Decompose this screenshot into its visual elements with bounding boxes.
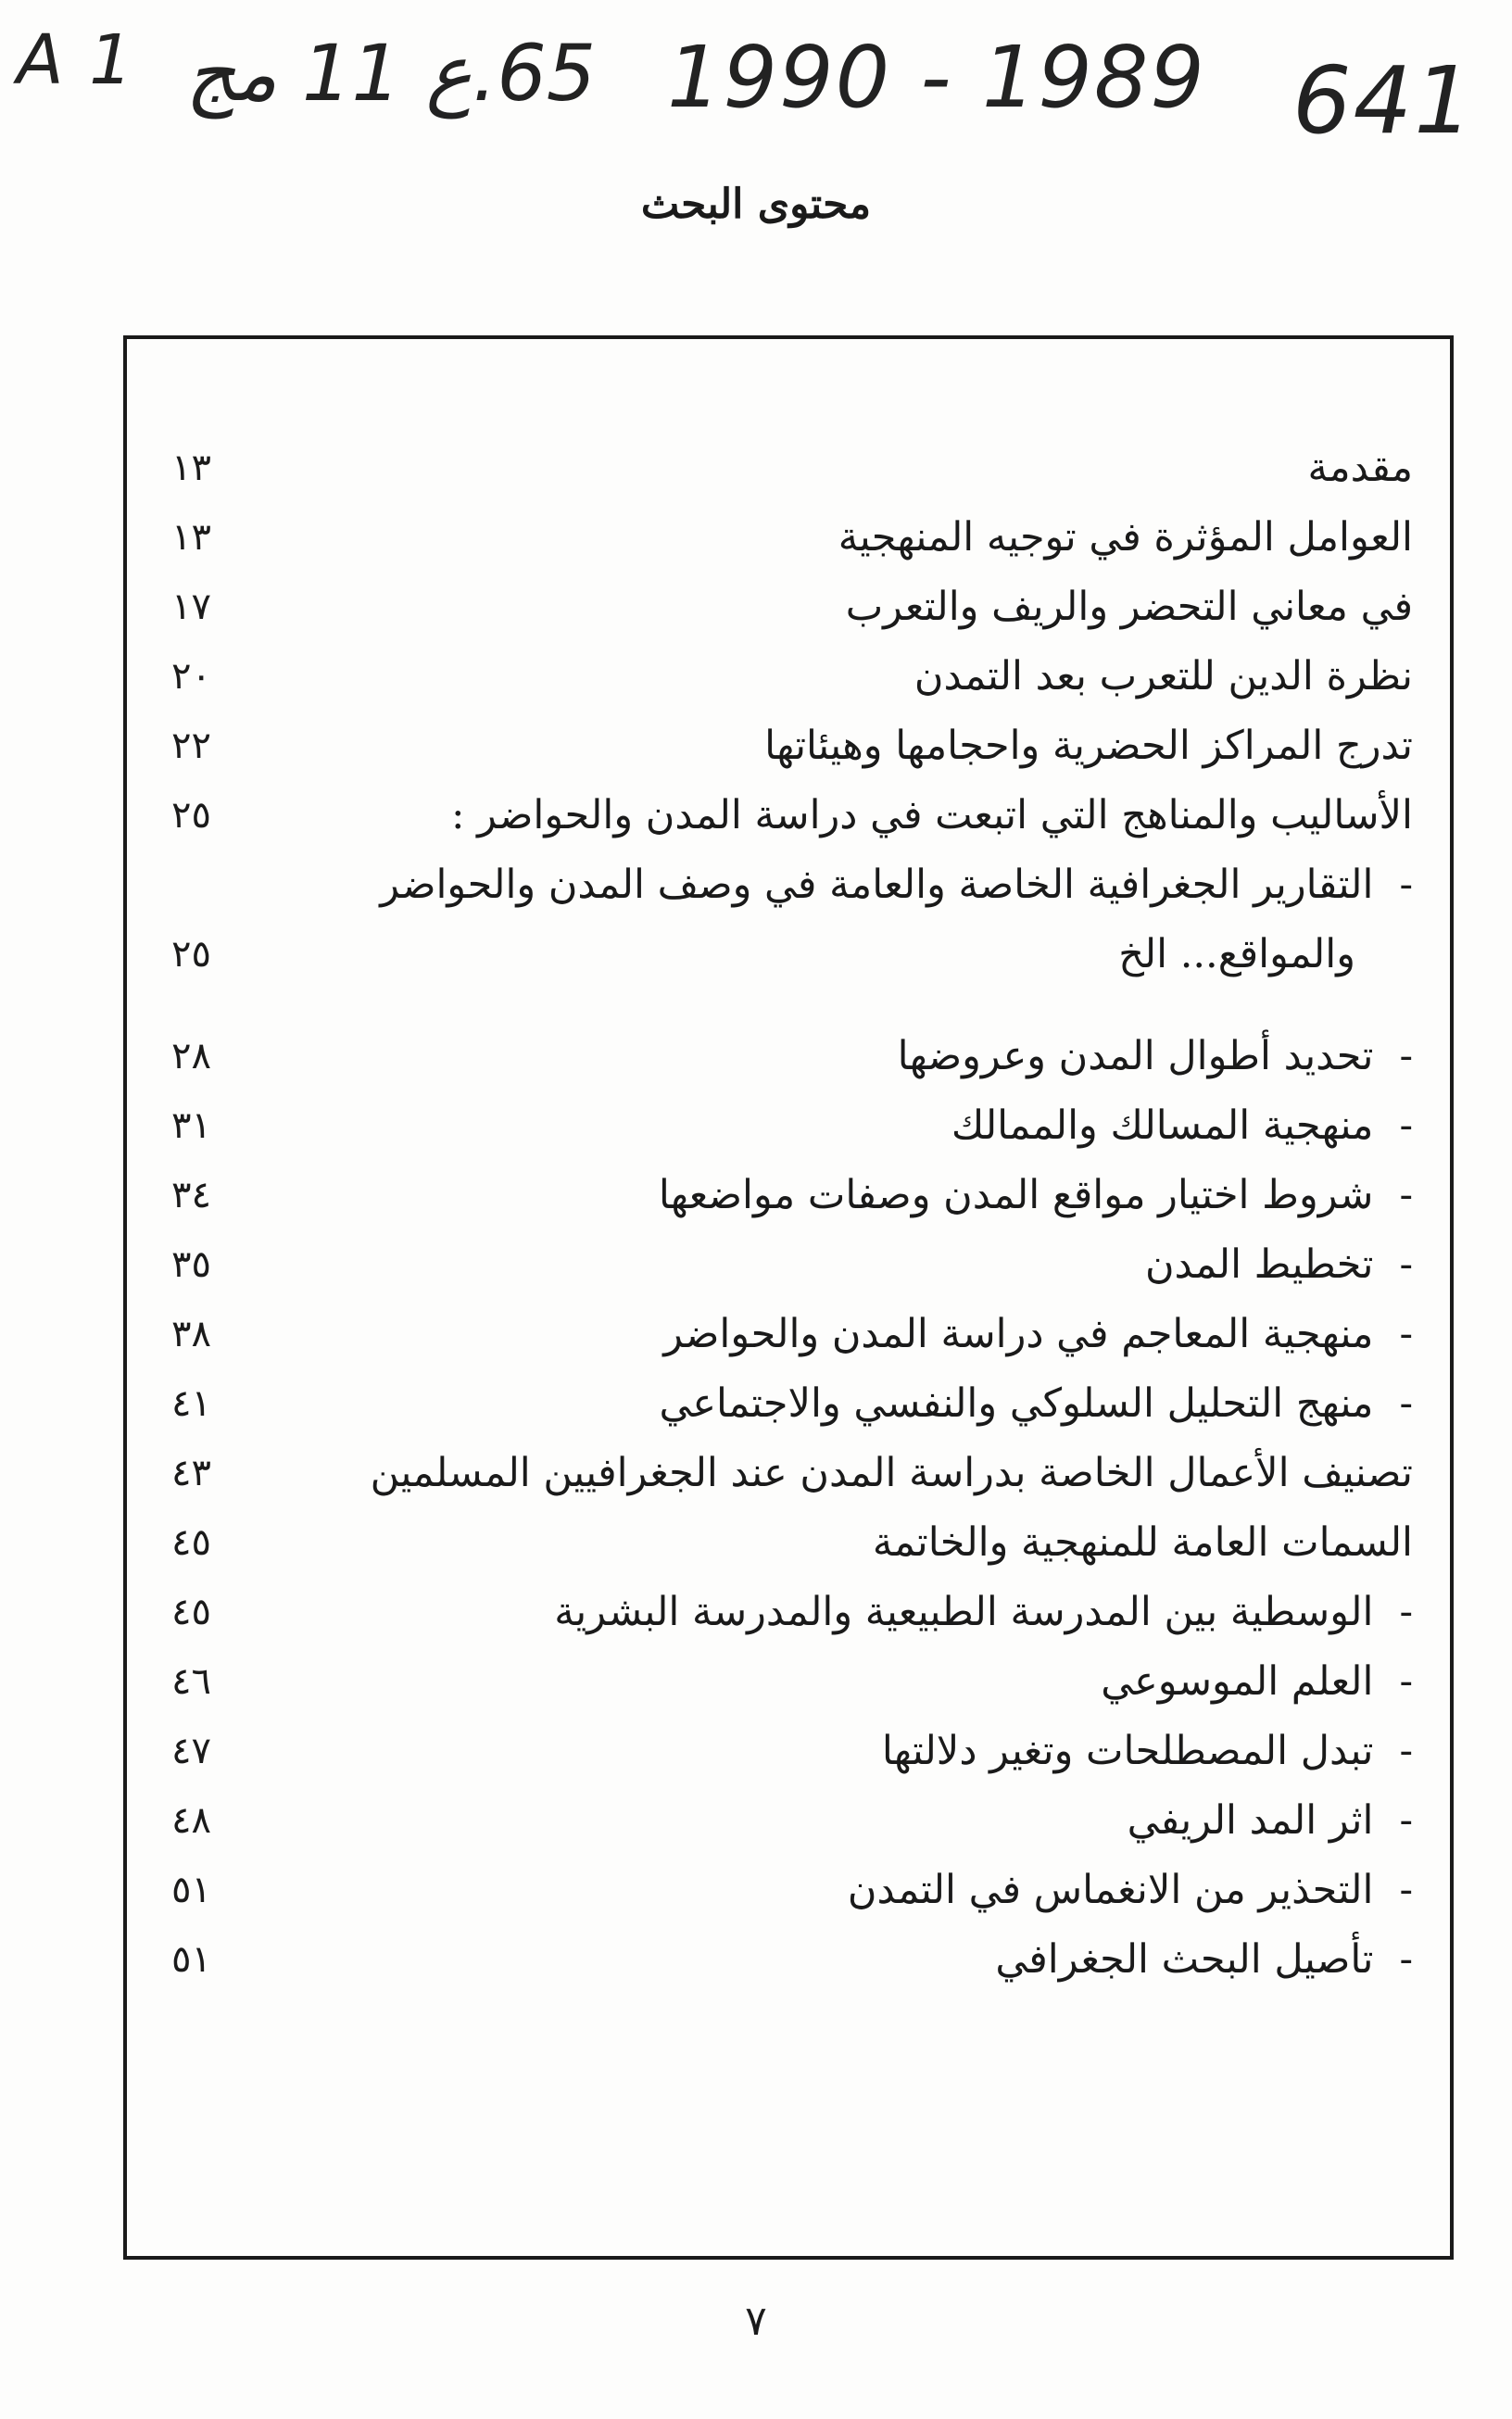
toc-entry-title (882, 1723, 1413, 1779)
toc-entry-dash: - (1399, 1658, 1413, 1705)
toc-entry-title (873, 1515, 1413, 1570)
toc-entry-dash: - (1399, 1380, 1413, 1427)
toc-entry-page: ٣٤ (171, 1174, 211, 1216)
page-title: محتوى البحث (640, 181, 872, 228)
toc-entry-label: تخطيط المدن (1144, 1241, 1374, 1288)
toc-entry-title (898, 1028, 1413, 1084)
toc-entry-title (1101, 1654, 1413, 1709)
toc-entry (171, 649, 1413, 704)
toc-entry (171, 579, 1413, 635)
toc-entry-page: ٣١ (171, 1104, 211, 1147)
toc-entry-label: منهجية المعاجم في دراسة المدن والحواضر (663, 1311, 1374, 1357)
toc-entry-title (659, 1167, 1413, 1223)
toc-entry-label: العلم الموسوعي (1101, 1658, 1374, 1705)
toc-entry (171, 1167, 1413, 1223)
toc-entry-label: تحديد أطوال المدن وعروضها (897, 1033, 1374, 1079)
toc-entry-page: ٤٥ (171, 1521, 211, 1564)
toc-entry-page: ٤٥ (171, 1591, 211, 1633)
toc-entry-label: العوامل المؤثرة في توجيه المنهجية (838, 514, 1413, 561)
toc-entry-label: اثر المد الريفي (1127, 1797, 1374, 1844)
toc-entry (171, 857, 1413, 913)
toc-entry-page: ٢٠ (171, 655, 211, 698)
toc-entry-title (995, 1932, 1413, 1987)
toc-entry-page: ٢٨ (171, 1035, 211, 1077)
toc-entry-title (914, 649, 1413, 704)
toc-entry-label: نظرة الدين للتعرب بعد التمدن (914, 653, 1413, 699)
toc-entry-title (1308, 440, 1413, 496)
toc-entry-title (1145, 1237, 1413, 1292)
toc-entry-label: والمواقع... الخ (1118, 931, 1355, 977)
handwritten-reference: 65.ع 11 مج (185, 28, 597, 119)
toc-entry-label: منهجية المسالك والممالك (951, 1102, 1374, 1149)
toc-entry-title (846, 579, 1413, 635)
toc-entry (171, 1723, 1413, 1779)
toc-entry (171, 1306, 1413, 1362)
toc-entry (171, 510, 1413, 565)
toc-entry (171, 1862, 1413, 1918)
handwritten-years: 1990 - 1989 (667, 28, 1206, 127)
toc-entry (171, 1028, 1413, 1084)
toc-entry-label: الوسطية بين المدرسة الطبيعية والمدرسة البشرية (554, 1589, 1374, 1635)
toc-entry-page: ٥١ (171, 1869, 211, 1911)
toc-entry (171, 1584, 1413, 1640)
toc-entry (171, 1445, 1413, 1501)
toc-entry-page: ٤٣ (171, 1452, 211, 1494)
toc-entry (171, 718, 1413, 774)
toc-entry-page: ٢٢ (171, 724, 211, 767)
toc-entry-dash: - (1399, 1033, 1413, 1079)
toc-entry-page: ٣٨ (171, 1313, 211, 1355)
page-number: ٧ (745, 2298, 767, 2345)
toc-entry-label: في معاني التحضر والريف والتعرب (845, 584, 1413, 630)
toc-entry-label: تدرج المراكز الحضرية واحجامها وهيئاتها (764, 723, 1413, 769)
toc-entry-label: تصنيف الأعمال الخاصة بدراسة المدن عند الجغرافيين المسلمين (370, 1450, 1413, 1496)
toc-entry-label: شروط اختيار مواقع المدن وصفات مواضعها (658, 1172, 1374, 1218)
toc-entry-page: ١٣ (171, 516, 211, 559)
toc-entry-title (764, 718, 1413, 774)
toc-entry-title (451, 787, 1413, 843)
toc-entry-dash: - (1399, 1936, 1413, 1983)
toc-entry-label: السمات العامة للمنهجية والخاتمة (872, 1519, 1413, 1566)
toc-entry-page: ٤٨ (171, 1799, 211, 1842)
toc-entry-title (554, 1584, 1413, 1640)
toc-entry (171, 1237, 1413, 1292)
toc-entry-title (380, 857, 1413, 913)
toc-entry (171, 1654, 1413, 1709)
toc-entry-page: ١٣ (171, 447, 211, 489)
toc-entry-dash: - (1399, 1102, 1413, 1149)
toc-entry-label: الأساليب والمناهج التي اتبعت في دراسة المدن والحواضر : (450, 792, 1413, 838)
toc-entry-label: التحذير من الانغماس في التمدن (847, 1867, 1374, 1913)
toc-entry-title (838, 510, 1413, 565)
toc-entry-dash: - (1399, 1867, 1413, 1913)
handwritten-note-top-right: 641 (1292, 46, 1475, 155)
toc-entry-label: تأصيل البحث الجغرافي (995, 1936, 1374, 1983)
toc-entry-page: ٣٥ (171, 1243, 211, 1286)
toc-entry-dash: - (1399, 1172, 1413, 1218)
toc-entry-title (1118, 926, 1355, 982)
toc-entry-title (848, 1862, 1413, 1918)
toc-entry-page: ٢٥ (171, 933, 211, 976)
toc-entry (171, 1793, 1413, 1848)
toc-entry (171, 1932, 1413, 1987)
toc-entry (171, 787, 1413, 843)
toc-entry-dash: - (1399, 1311, 1413, 1357)
toc-entry-page: ٤٧ (171, 1730, 211, 1772)
toc-entry-label: التقارير الجغرافية الخاصة والعامة في وصف المدن والحواضر (380, 862, 1374, 908)
toc-entry-title (1128, 1793, 1413, 1848)
toc-entry-label: تبدل المصطلحات وتغير دلالتها (881, 1728, 1374, 1774)
toc-entry (171, 1376, 1413, 1431)
toc-entry-title (371, 1445, 1413, 1501)
toc-entry (171, 1515, 1413, 1570)
toc-entry (171, 440, 1413, 496)
toc-entry-page: ٥١ (171, 1938, 211, 1981)
toc-entry-title (663, 1306, 1413, 1362)
toc-entry-page: ٤١ (171, 1382, 211, 1425)
handwritten-note-top-left: A 1 (17, 20, 135, 100)
toc-entry-dash: - (1399, 1728, 1413, 1774)
toc-entry-page: ١٧ (171, 586, 211, 628)
toc-entry-page: ٤٦ (171, 1660, 211, 1703)
toc-entry-dash: - (1399, 1797, 1413, 1844)
toc-entry-dash: - (1399, 1241, 1413, 1288)
toc-entry-dash: - (1399, 1589, 1413, 1635)
toc-entry-label: مقدمة (1307, 445, 1413, 491)
toc-entry-dash: - (1399, 862, 1413, 908)
toc-entry-title (659, 1376, 1413, 1431)
toc-entry-label: منهج التحليل السلوكي والنفسي والاجتماعي (659, 1380, 1374, 1427)
toc-entry-page: ٢٥ (171, 794, 211, 837)
toc-entry (171, 926, 1413, 982)
toc-entry (171, 1098, 1413, 1153)
toc-entry-title (951, 1098, 1413, 1153)
